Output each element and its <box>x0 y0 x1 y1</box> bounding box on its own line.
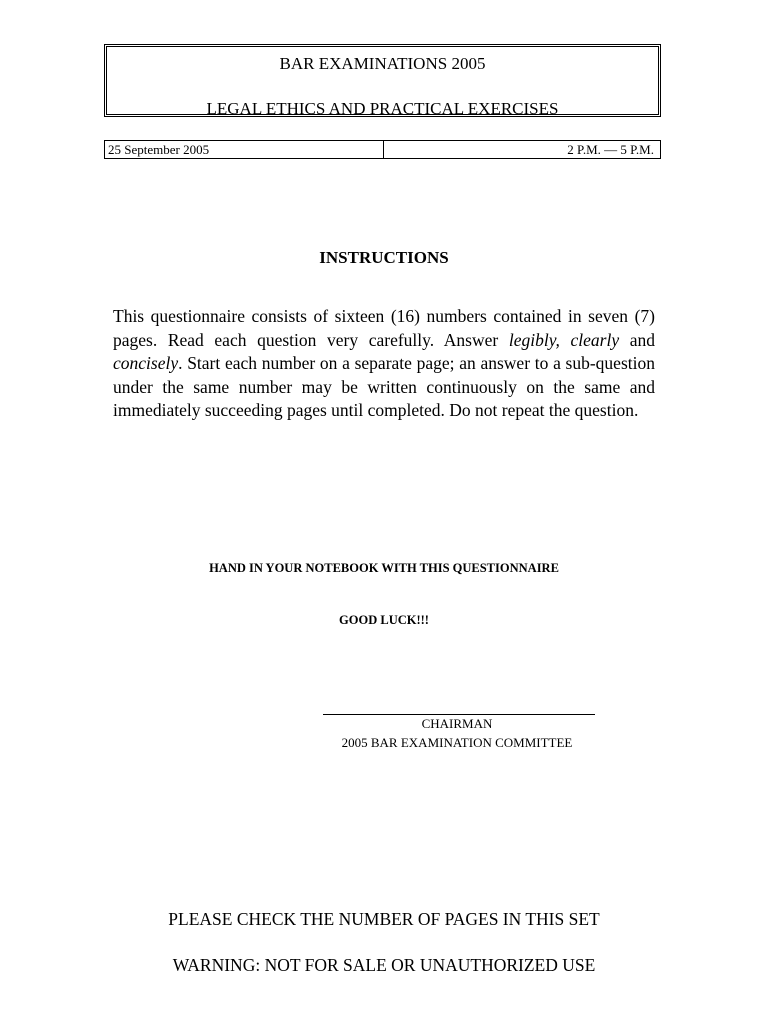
emphasis-concisely: concisely <box>113 353 179 373</box>
exam-title: BAR EXAMINATIONS 2005 <box>279 54 486 73</box>
exam-subject: LEGAL ETHICS AND PRACTICAL EXERCISES <box>206 99 559 118</box>
instructions-part-2: . Start each number on a separate page; an answer to a sub-question under the same number may be written continuously on the same and immediately succeeding pages until completed. Do not repeat the question. <box>113 353 655 420</box>
instructions-heading: INSTRUCTIONS <box>319 248 449 267</box>
signature-line <box>323 714 595 715</box>
good-luck-text: GOOD LUCK!!! <box>339 613 429 627</box>
signatory-title: CHAIRMAN <box>421 716 493 731</box>
hand-in-notice: HAND IN YOUR NOTEBOOK WITH THIS QUESTIONNAIRE <box>209 561 559 575</box>
date-time-row <box>104 140 661 159</box>
instructions-part-1: This questionnaire consists of sixteen (16) numbers contained in seven (7) pages. Read each question very carefully. Answer <box>113 306 655 350</box>
page-check-notice: PLEASE CHECK THE NUMBER OF PAGES IN THIS SET <box>168 909 600 929</box>
instructions-and: and <box>619 329 655 350</box>
instructions-paragraph <box>113 305 655 423</box>
title-box <box>104 44 661 117</box>
exam-time: 2 P.M. — 5 P.M. <box>567 142 654 157</box>
committee-name: 2005 BAR EXAMINATION COMMITTEE <box>341 735 573 750</box>
emphasis-legibly: legibly, <box>508 329 560 350</box>
emphasis-clearly: clearly <box>570 329 620 350</box>
warning-notice: WARNING: NOT FOR SALE OR UNAUTHORIZED USE <box>172 955 596 975</box>
instructions-space <box>560 330 571 350</box>
exam-date: 25 September 2005 <box>105 141 384 158</box>
